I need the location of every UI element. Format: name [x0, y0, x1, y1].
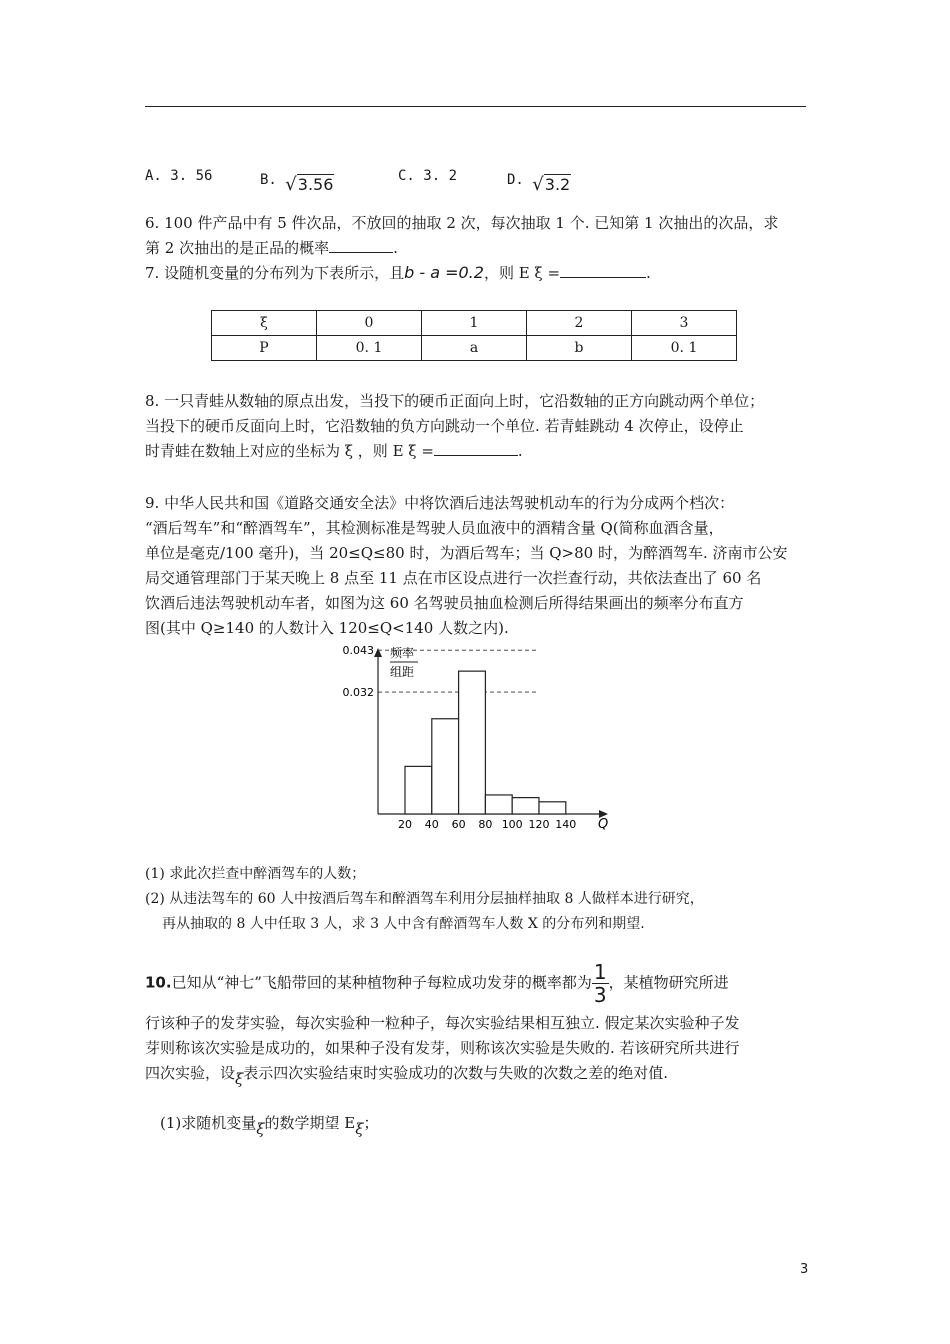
xi-symbol: ξ	[256, 1120, 265, 1138]
histogram-bar	[405, 766, 432, 814]
fraction-denominator: 3	[593, 983, 607, 1007]
q6-line2-end: .	[393, 239, 398, 257]
histogram-bar	[512, 798, 539, 814]
q10-line4-end: 表示四次实验结束时实验成功的次数与失败的次数之差的绝对值.	[243, 1064, 669, 1082]
q6-line1: 6. 100 件产品中有 5 件次品，不放回的抽取 2 次，每次抽取 1 个. 已知第 1 次抽出的次品，求	[145, 214, 779, 232]
xi-symbol: ξ	[235, 1070, 244, 1088]
y-tick-label: 0.043	[342, 644, 374, 658]
option-d-radicand: 3.2	[544, 175, 571, 194]
q10-line2: 行该种子的发芽实验，每次实验种一粒种子，每次实验结果相互独立. 假定某次实验种子发	[145, 1014, 740, 1032]
x-tick-label: 100	[501, 818, 523, 831]
q9-sub2a: (2) 从违法驾车的 60 人中按酒后驾车和醉酒驾车利用分层抽样抽取 8 人做样本进行研究，	[145, 891, 704, 907]
q10-line1-end: ，某植物研究所进	[608, 973, 729, 992]
table-cell: 3	[632, 311, 737, 336]
sqrt-icon: √3.56	[285, 174, 334, 195]
x-tick-label: 60	[451, 818, 466, 831]
table-cell: a	[422, 336, 527, 361]
xi-symbol: ξ	[355, 1120, 364, 1138]
answer-blank[interactable]	[560, 263, 646, 278]
q8-line3	[145, 441, 523, 461]
x-tick-label: 20	[398, 818, 412, 831]
q7-text-mid: ，则 E ξ =	[483, 264, 561, 282]
q10-line1-text: 已知从“神七”飞船带回的某种植物种子每粒成功发芽的概率都为	[171, 973, 592, 992]
q8-line2: 当投下的硬币反面向上时，它沿数轴的负方向跳动一个单位. 若青蛙跳动 4 次停止，设停止	[145, 417, 744, 435]
option-b-radicand: 3.56	[297, 175, 334, 194]
q8-line1: 8. 一只青蛙从数轴的原点出发，当投下的硬币正面向上时，它沿数轴的正方向跳动两个单位；	[145, 392, 765, 410]
q10-line1	[145, 960, 729, 1007]
q10-sub1	[160, 1113, 379, 1138]
q6-line2	[145, 238, 398, 258]
frequency-histogram	[330, 640, 620, 835]
histogram-bar	[432, 719, 459, 814]
table-cell: 1	[422, 311, 527, 336]
q8-line3-text: 时青蛙在数轴上对应的坐标为 ξ ，则 E ξ =	[145, 442, 434, 460]
q7-text: 7. 设随机变量的分布列为下表所示，且	[145, 264, 405, 282]
answer-blank[interactable]	[329, 238, 393, 253]
option-d	[507, 168, 571, 195]
option-b	[260, 168, 334, 195]
option-c: C. 3. 2	[398, 168, 458, 184]
y-axis-arrow-icon	[374, 648, 382, 657]
table-cell: 0	[317, 311, 422, 336]
q9-line1: 9. 中华人民共和国《道路交通安全法》中将饮酒后违法驾驶机动车的行为分成两个档次：	[145, 494, 735, 512]
x-tick-label: 40	[424, 818, 439, 831]
table-cell: b	[527, 336, 632, 361]
q10-sub1-end: ；	[363, 1114, 379, 1132]
q10-line4	[145, 1063, 669, 1088]
x-tick-label: 80	[478, 818, 493, 831]
y-label-line1: 频率	[390, 646, 415, 660]
q10-sub1-mid: 的数学期望 E	[264, 1114, 356, 1132]
fraction	[592, 961, 609, 1006]
option-a: A. 3. 56	[145, 168, 213, 184]
sqrt-icon: √3.2	[532, 174, 571, 195]
histogram-bar	[539, 802, 566, 814]
table-row	[212, 311, 737, 336]
y-tick-label: 0.032	[342, 686, 374, 700]
x-label: Q	[598, 817, 609, 832]
q8-line3-end: .	[517, 442, 523, 460]
q9-line4: 局交通管理部门于某天晚上 8 点至 11 点在市区设点进行一次拦查行动，共依法查出了 60 名	[145, 569, 762, 587]
page-number: 3	[800, 1262, 809, 1277]
header-rule	[145, 106, 806, 107]
histogram-bar	[459, 671, 486, 814]
table-cell: 0. 1	[317, 336, 422, 361]
q10-sub1-text: (1)求随机变量	[160, 1114, 257, 1132]
table-cell: ξ	[212, 311, 317, 336]
table-cell: P	[212, 336, 317, 361]
q9-line2: “酒后驾车”和“醉酒驾车”，其检测标准是驾驶人员血液中的酒精含量 Q(简称血酒含量，	[145, 519, 724, 537]
y-label-line2: 组距	[390, 665, 415, 679]
table-row	[212, 336, 737, 361]
option-d-label: D.	[507, 172, 524, 188]
q7-line	[145, 263, 651, 283]
histogram-bar	[485, 795, 512, 814]
q9-line5: 饮酒后违法驾驶机动车者，如图为这 60 名驾驶员抽血检测后所得结果画出的频率分布直方	[145, 594, 744, 612]
q10-line3: 芽则称该次实验是成功的，如果种子没有发芽，则称该次实验是失败的. 若该研究所共进行	[145, 1039, 740, 1057]
q6-line2-text: 第 2 次抽出的是正品的概率	[145, 239, 330, 257]
distribution-table	[211, 310, 737, 361]
q9-line3: 单位是毫克/100 毫升)，当 20≤Q≤80 时，为酒后驾车；当 Q>80 时，为醉酒驾车. 济南市公安	[145, 544, 788, 562]
q10-number: 10.	[145, 973, 172, 992]
fraction-numerator: 1	[593, 960, 607, 984]
table-cell: 0. 1	[632, 336, 737, 361]
table-cell: 2	[527, 311, 632, 336]
x-tick-label: 140	[555, 818, 577, 831]
answer-blank[interactable]	[434, 441, 518, 456]
option-b-label: B.	[260, 172, 277, 188]
q9-sub1: (1) 求此次拦查中醉酒驾车的人数；	[145, 866, 366, 882]
q7-text-end: .	[646, 264, 651, 282]
q7-math: b - a =0.2	[404, 263, 484, 282]
q9-sub2b: 再从抽取的 8 人中任取 3 人，求 3 人中含有醉酒驾车人数 X 的分布列和期望.	[162, 916, 645, 932]
x-tick-label: 120	[528, 818, 550, 831]
q10-line4-text: 四次实验，设	[145, 1064, 236, 1082]
q9-line6: 图(其中 Q≥140 的人数计入 120≤Q<140 人数之内).	[145, 619, 509, 637]
